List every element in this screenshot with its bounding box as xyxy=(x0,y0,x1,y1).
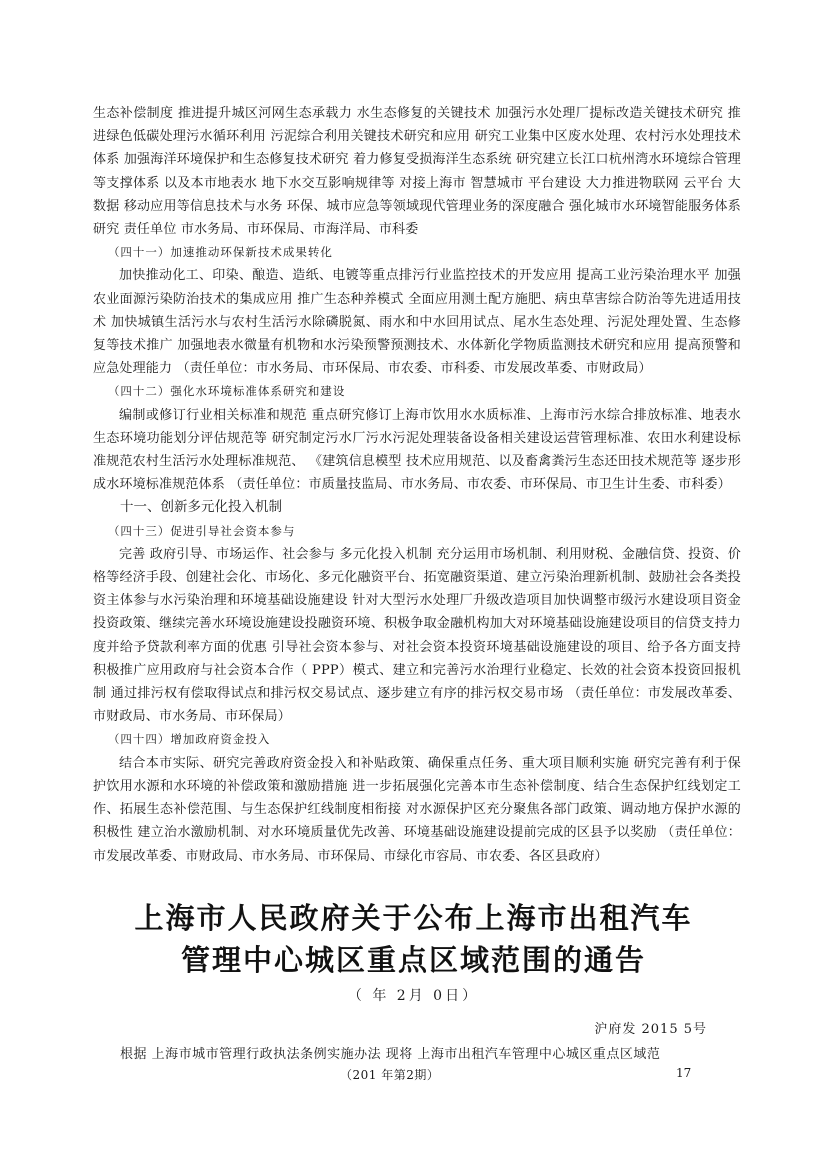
paragraph-44: 结合本市实际、研究完善政府资金投入和补贴政策、确保重点任务、重大项目顺利实施 研究完善有利于保护饮用水源和水环境的补偿政策和激励措施 进一步拓展强化完善本市生态补偿制度、结合生态保护红线划定工作、拓展生态补偿范围、与生态保护红线制度相衔接 对水源保护区充分聚焦各部门政策、调动地方保护水源的积极性 建立治水激励机制、对水环境质量优先改善、环境基础设施建设提前完成的区县予以奖励 （责任单位：市发展改革委、市财政局、市水务局、市环保局、市绿化市容局、市农委、各区县政府） xyxy=(93,755,741,864)
notice-title-line-1: 上海市人民政府关于公布上海市出租汽车 xyxy=(134,901,693,935)
heading-42: （四十二）强化水环境标准体系研究和建设 xyxy=(107,384,346,399)
heading-41: （四十一）加速推动环保新技术成果转化 xyxy=(107,245,333,260)
paragraph-continued-40: 生态补偿制度 推进提升城区河网生态承载力 水生态修复的关键技术 加强污水处理厂提标改造关键技术研究 推进绿色低碳处理污水循环利用 污泥综合利用关键技术研究和应用 研究工业集中区废水处理、农村污水处理技术体系 加强海洋环境保护和生态修复技术研究 着力修复受损海洋生态系统 研究建立长江口杭州湾水环境综合管理等支撑体系 以及本市地表水 地下水交互影响规律等 对接上海市 智慧城市 平台建设 大力推进物联网 云平台 大数据 移动应用等信息技术与水务 环保、城市应急等领域现代管理业务的深度融合 强化城市水环境智能服务体系研究 责任单位 市水务局、市环保局、市海洋局、市科委 xyxy=(93,106,741,238)
page-number: 17 xyxy=(676,1066,692,1080)
issue-label: （201 年第2期） xyxy=(340,1068,440,1082)
section-heading-11: 十一、创新多元化投入机制 xyxy=(120,499,282,516)
paragraph-41: 加快推动化工、印染、酿造、造纸、电镀等重点排污行业监控技术的开发应用 提高工业污染治理水平 加强农业面源污染防治技术的集成应用 推广生态种养模式 全面应用测土配方施肥、病虫草害综合防治等先进适用技术 加快城镇生活污水与农村生活污水除磷脱氮、雨水和中水回用试点、尾水生态处理、污泥处理处置、生态修复等技术推广 加强地表水微量有机物和水污染预警预测技术、水体新化学物质监测技术研究和应用 提高预警和应急处理能力 （责任单位：市水务局、市环保局、市农委、市科委、市发展改革委、市财政局） xyxy=(93,268,741,377)
document-number: 沪府发 2015 5号 xyxy=(594,1022,707,1037)
body-text xyxy=(93,102,741,868)
heading-43: （四十三）促进引导社会资本参与 xyxy=(107,523,296,538)
paragraph-43: 完善 政府引导、市场运作、社会参与 多元化投入机制 充分运用市场机制、利用财税、金融信贷、投资、价格等经济手段、创建社会化、市场化、多元化融资平台、拓宽融资渠道、建立污染治理新机制、鼓励社会各类投资主体参与水污染治理和环境基础设施建设 针对大型污水处理厂升级改造项目加快调整市级污水建设项目资金投资政策、继续完善水环境设施建设投融资环境、积极争取金融机构加大对环境基础设施建设项目的信贷支持力度并给予贷款利率方面的优惠 引导社会资本参与、对社会资本投资环境基础设施建设的项目、给予各方面支持 积极推广应用政府与社会资本合作（ PPP）模式、建立和完善污水治理行业稳定、长效的社会资本投资回报机制 通过排污权有偿取得试点和排污权交易试点、逐步建立有序的排污权交易市场 （责任单位：市发展改革委、市财政局、市水务局、市环保局） xyxy=(93,546,741,725)
notice-lead-text: 根据 上海市城市管理行政执法条例实施办法 现将 上海市出租汽车管理中心城区重点区域范 xyxy=(120,1047,661,1062)
heading-44: （四十四）增加政府资金投入 xyxy=(107,732,271,747)
notice-date: （ 年 2月 0日） xyxy=(347,988,480,1004)
paragraph-42: 编制或修订行业相关标准和规范 重点研究修订上海市饮用水水质标准、上海市污水综合排放标准、地表水生态环境功能划分评估规范等 研究制定污水厂污水污泥处理装备设备相关建设运营管理标准、农田水利建设标准规范农村生活污水处理标准规范、 《建筑信息模型 技术应用规范、以及畜禽粪污生态还田技术规范等 逐步形成水环境标准规范体系 （责任单位：市质量技监局、市水务局、市农委、市环保局、市卫生计生委、市科委） xyxy=(93,407,741,493)
notice-title-line-2: 管理中心城区重点区域范围的通告 xyxy=(180,943,646,977)
